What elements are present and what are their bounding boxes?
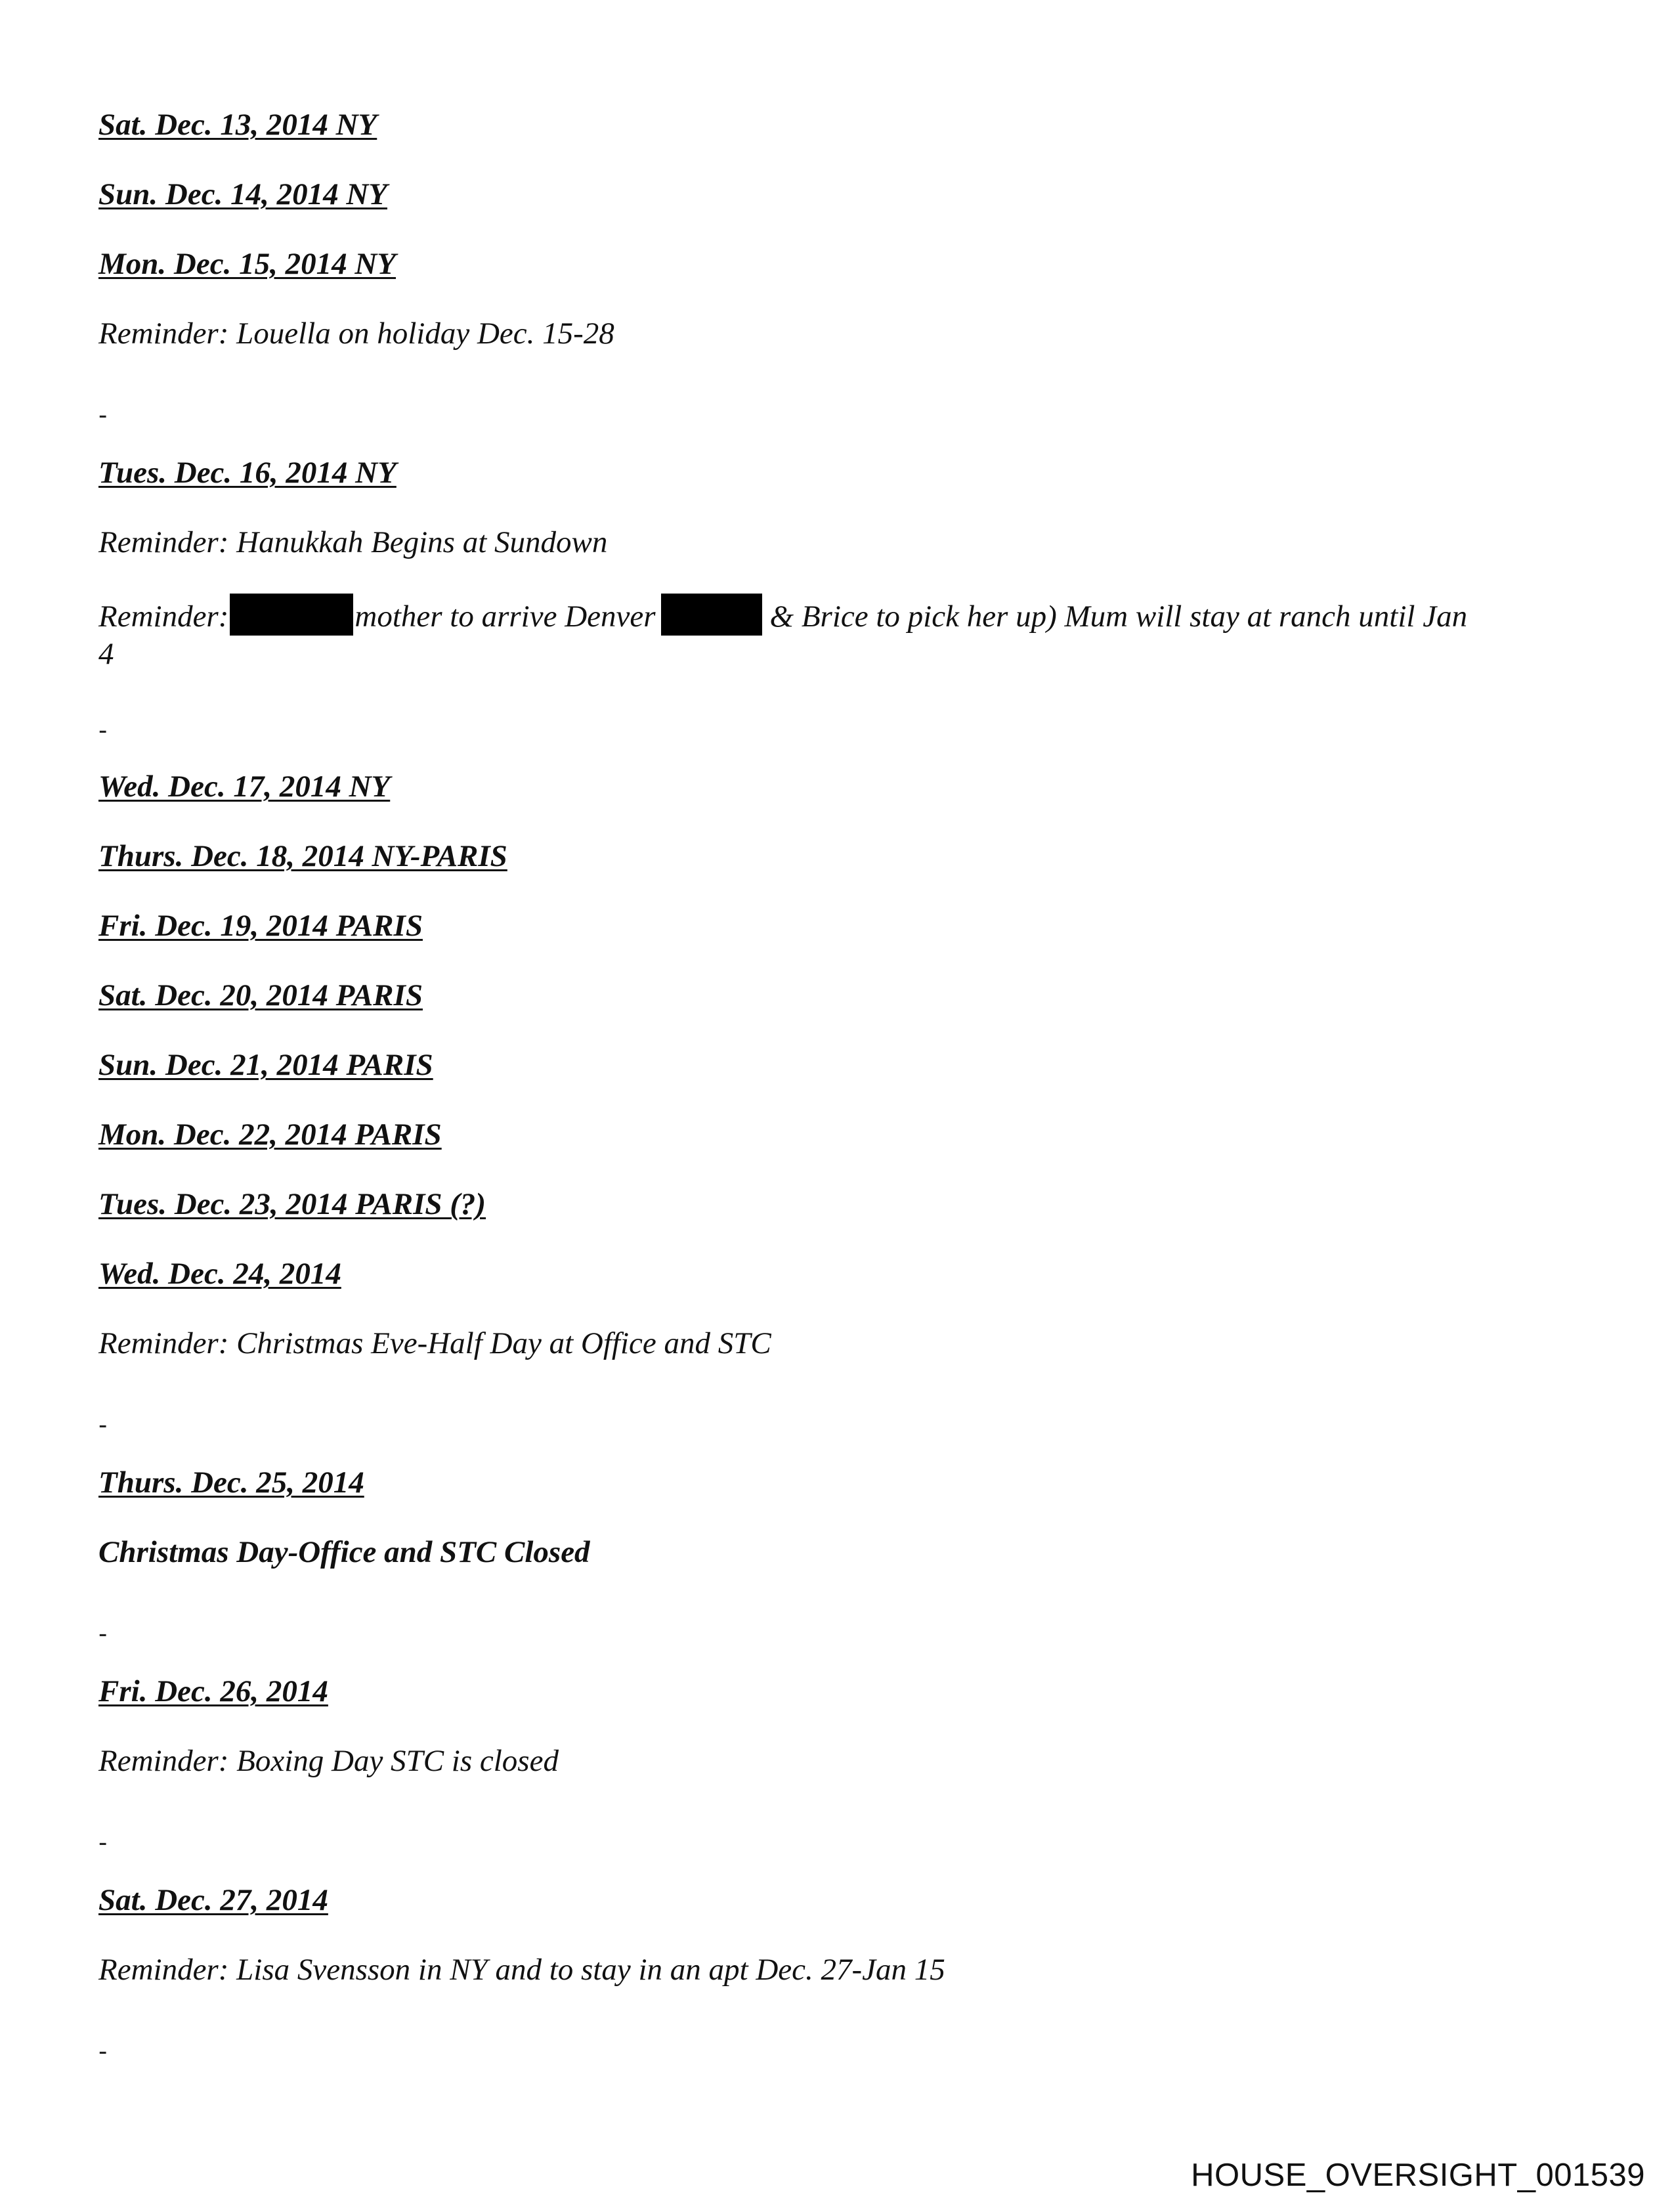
date-heading: Mon. Dec. 15, 2014 NY: [98, 247, 396, 281]
reminder-text: & Brice to pick her up) Mum will stay at ranch until Jan: [769, 599, 1468, 634]
date-heading: Sat. Dec. 27, 2014: [98, 1883, 328, 1917]
date-heading: Thurs. Dec. 25, 2014: [98, 1465, 364, 1500]
separator-dash: -: [98, 1410, 108, 1439]
date-heading: Thurs. Dec. 18, 2014 NY-PARIS: [98, 839, 507, 873]
reminder-line: Reminder: Christmas Eve-Half Day at Office and STC: [98, 1326, 771, 1360]
reminder-text: 4: [98, 637, 114, 671]
separator-dash: -: [98, 1619, 108, 1648]
date-heading: Sun. Dec. 14, 2014 NY: [98, 177, 387, 211]
reminder-line: Reminder: Hanukkah Begins at Sundown: [98, 525, 608, 559]
separator-dash: -: [98, 1828, 108, 1857]
date-heading: Wed. Dec. 24, 2014: [98, 1257, 341, 1291]
bates-number: HOUSE_OVERSIGHT_001539: [1191, 2158, 1645, 2193]
date-heading: Tues. Dec. 16, 2014 NY: [98, 456, 397, 490]
date-heading: Mon. Dec. 22, 2014 PARIS: [98, 1117, 442, 1152]
date-heading: Tues. Dec. 23, 2014 PARIS (?): [98, 1187, 486, 1221]
reminder-line: Reminder: Louella on holiday Dec. 15-28: [98, 316, 614, 351]
reminder-text: mother to arrive Denver: [354, 599, 656, 634]
reminder-line: Reminder: Boxing Day STC is closed: [98, 1744, 559, 1778]
redaction-box: [661, 594, 762, 636]
separator-dash: -: [98, 401, 108, 429]
date-heading: Fri. Dec. 26, 2014: [98, 1674, 328, 1708]
separator-dash: -: [98, 716, 108, 745]
date-heading: Fri. Dec. 19, 2014 PARIS: [98, 909, 423, 943]
reminder-redacted-line: [98, 594, 1582, 672]
reminder-line: Reminder: Lisa Svensson in NY and to stay in an apt Dec. 27-Jan 15: [98, 1953, 945, 1987]
date-heading: Sun. Dec. 21, 2014 PARIS: [98, 1048, 433, 1082]
date-heading: Sat. Dec. 13, 2014 NY: [98, 108, 377, 142]
date-heading: Sat. Dec. 20, 2014 PARIS: [98, 978, 423, 1012]
separator-dash: -: [98, 2037, 108, 2066]
date-heading: Wed. Dec. 17, 2014 NY: [98, 770, 391, 804]
redaction-box: [230, 594, 353, 636]
holiday-note: Christmas Day-Office and STC Closed: [98, 1535, 590, 1569]
reminder-prefix: Reminder:: [98, 599, 229, 634]
